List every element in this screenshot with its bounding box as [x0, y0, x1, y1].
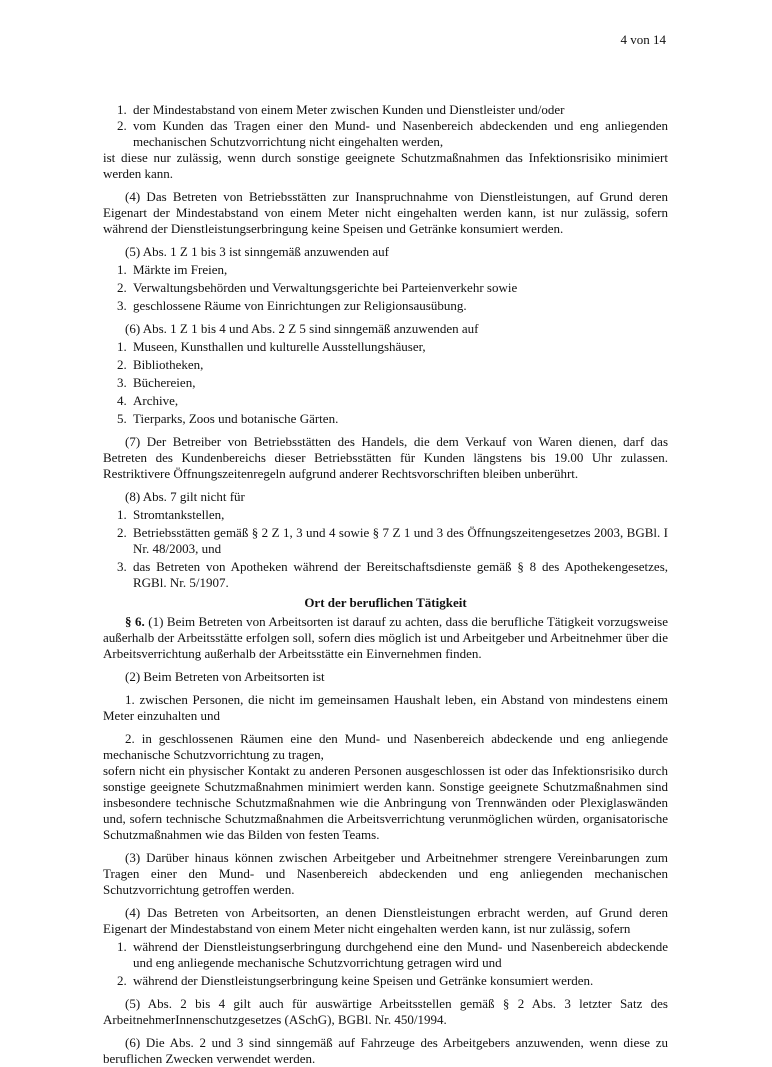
list-item: [103, 507, 668, 523]
list-item-text: Verwaltungsbehörden und Verwaltungsgerichte bei Parteienverkehr sowie: [133, 280, 518, 295]
list-item-number: 5.: [117, 411, 127, 426]
list-block1: [103, 102, 668, 150]
list-item: [103, 298, 668, 314]
list-item: [103, 102, 668, 118]
paragraph-abs4: (4) Das Betreten von Betriebsstätten zur Inanspruchnahme von Dienstleistungen, auf Grund deren Eigenart der Mindestabstand von einem Meter nicht eingehalten werden kann, ist nur zulässig, sofern während der Dienstleistungserbringung keine Speisen und Getränke konsumiert werden.: [103, 189, 668, 236]
list-item: [103, 339, 668, 355]
list-item: [103, 411, 668, 427]
list-item-number: 1.: [117, 262, 127, 277]
list-item-number: 2.: [117, 973, 127, 988]
paragraph-text: (1) Beim Betreten von Arbeitsorten ist darauf zu achten, dass die berufliche Tätigkeit vorzugsweise außerhalb der Arbeitsstätte erfolgen soll, sofern dies möglich ist und Arbeitgeber und Arbeitnehmer über die Arbeitsverrichtung außerhalb der Arbeitsstätte ein Einvernehmen finden.: [103, 614, 669, 661]
paragraph-s6-abs5: (5) Abs. 2 bis 4 gilt auch für auswärtige Arbeitsstellen gemäß § 2 Abs. 3 letzter Satz des ArbeitnehmerInnenschutzgesetzes (ASchG), BGBl. Nr. 450/1994.: [103, 996, 668, 1027]
list-item-text: Märkte im Freien,: [133, 262, 228, 277]
list-item-number: 1.: [117, 102, 127, 117]
list-item-text: Museen, Kunsthallen und kulturelle Ausstellungshäuser,: [133, 339, 426, 354]
list-item-text: während der Dienstleistungserbringung durchgehend eine den Mund- und Nasenbereich abdeckende und eng anliegende mechanische Schutzvorrichtung getragen wird und: [133, 939, 668, 970]
paragraph-s6-abs2-intro: (2) Beim Betreten von Arbeitsorten ist: [125, 669, 325, 684]
paragraph-s6-abs2-item2: 2. in geschlossenen Räumen eine den Mund- und Nasenbereich abdeckende und eng anliegende mechanische Schutzvorrichtung zu tragen,: [103, 731, 668, 762]
paragraph-s6-abs2-tail: sofern nicht ein physischer Kontakt zu anderen Personen ausgeschlossen ist oder das Infektionsrisiko durch sonstige geeignete Schutzmaßnahmen minimiert werden kann. Sonstige geeignete Schutzmaßnahmen sind insbesondere technische Schutzmaßnahmen wie die Anbringung von Trennwänden oder Plexiglaswänden und, sofern technische Schutzmaßnahmen die Arbeitsverrichtung verunmöglichen würden, organisatorische Schutzmaßnahmen wie das Bilden von festen Teams.: [103, 763, 668, 842]
list-item-number: 2.: [117, 357, 127, 372]
list-item: [103, 525, 668, 557]
list-item-text: das Betreten von Apotheken während der Bereitschaftsdienste gemäß § 8 des Apothekengesetzes, RGBl. Nr. 5/1907.: [133, 559, 668, 590]
list-item: [103, 262, 668, 278]
list-item-text: Archive,: [133, 393, 179, 408]
list-item-text: Betriebsstätten gemäß § 2 Z 1, 3 und 4 sowie § 7 Z 1 und 3 des Öffnungszeitengesetzes 2003, BGBl. I Nr. 48/2003, und: [133, 525, 668, 556]
document-body: [103, 102, 668, 1067]
paragraph-s6-abs2-item1: 1. zwischen Personen, die nicht im gemeinsamen Haushalt leben, ein Abstand von mindestens einem Meter einzuhalten und: [103, 692, 668, 723]
list-item-text: Stromtankstellen,: [133, 507, 225, 522]
paragraph-abs7: (7) Der Betreiber von Betriebsstätten des Handels, die dem Verkauf von Waren dienen, darf das Betreten des Kundenbereichs dieser Betriebsstätten für Kunden längstens bis 19.00 Uhr zulassen. Restriktivere Öffnungszeitenregeln aufgrund anderer Rechtsvorschriften bleiben unberührt.: [103, 434, 668, 481]
paragraph-s6-abs4-intro: (4) Das Betreten von Arbeitsorten, an denen Dienstleistungen erbracht werden, auf Grund deren Eigenart der Mindestabstand von einem Meter nicht eingehalten werden kann, ist nur zulässig, sofern: [103, 905, 668, 936]
list-item-number: 2.: [117, 118, 127, 133]
paragraph-abs5-intro: (5) Abs. 1 Z 1 bis 3 ist sinngemäß anzuwenden auf: [125, 244, 389, 259]
list-item-number: 1.: [117, 507, 127, 522]
list-item-number: 3.: [117, 298, 127, 313]
paragraph-abs8-intro: (8) Abs. 7 gilt nicht für: [125, 489, 245, 504]
list-item-text: Bibliotheken,: [133, 357, 204, 372]
list-item-text: während der Dienstleistungserbringung keine Speisen und Getränke konsumiert werden.: [133, 973, 594, 988]
list-item: [103, 357, 668, 373]
list-item: [103, 559, 668, 591]
list-item-number: 2.: [117, 525, 127, 540]
page-number: 4 von 14: [620, 32, 666, 47]
section-label: § 6.: [125, 614, 145, 629]
paragraph-s6-abs6: (6) Die Abs. 2 und 3 sind sinngemäß auf Fahrzeuge des Arbeitgebers anzuwenden, wenn diese zu beruflichen Zwecken verwendet werden.: [103, 1035, 668, 1066]
list-s6-abs4: [103, 939, 668, 989]
list-item-text: Büchereien,: [133, 375, 196, 390]
list-item: [103, 939, 668, 971]
list-item-number: 3.: [117, 559, 127, 574]
list-item: [103, 280, 668, 296]
list-item-number: 3.: [117, 375, 127, 390]
list-item: [103, 973, 668, 989]
paragraph-block1-tail: ist diese nur zulässig, wenn durch sonstige geeignete Schutzmaßnahmen das Infektionsrisiko minimiert werden kann.: [103, 150, 668, 181]
list-abs8: [103, 507, 668, 591]
list-item-text: vom Kunden das Tragen einer den Mund- und Nasenbereich abdeckenden und eng anliegenden mechanischen Schutzvorrichtung nicht eingehalten werden,: [133, 118, 668, 149]
list-item: [103, 375, 668, 391]
list-abs5: [103, 262, 668, 314]
section-heading: Ort der beruflichen Tätigkeit: [304, 595, 467, 610]
list-item-text: der Mindestabstand von einem Meter zwischen Kunden und Dienstleister und/oder: [133, 102, 565, 117]
list-item-number: 2.: [117, 280, 127, 295]
paragraph-abs6-intro: (6) Abs. 1 Z 1 bis 4 und Abs. 2 Z 5 sind sinngemäß anzuwenden auf: [125, 321, 479, 336]
list-abs6: [103, 339, 668, 427]
list-item: [103, 393, 668, 409]
list-item-text: Tierparks, Zoos und botanische Gärten.: [133, 411, 339, 426]
paragraph-s6-abs1: [103, 614, 668, 662]
list-item-number: 1.: [117, 939, 127, 954]
list-item-number: 4.: [117, 393, 127, 408]
list-item-number: 1.: [117, 339, 127, 354]
list-item-text: geschlossene Räume von Einrichtungen zur Religionsausübung.: [133, 298, 467, 313]
paragraph-s6-abs3: (3) Darüber hinaus können zwischen Arbeitgeber und Arbeitnehmer strengere Vereinbarungen zum Tragen einer den Mund- und Nasenbereich abdeckenden und eng anliegenden mechanischen Schutzvorrichtung getroffen werden.: [103, 850, 668, 897]
list-item: [103, 118, 668, 150]
